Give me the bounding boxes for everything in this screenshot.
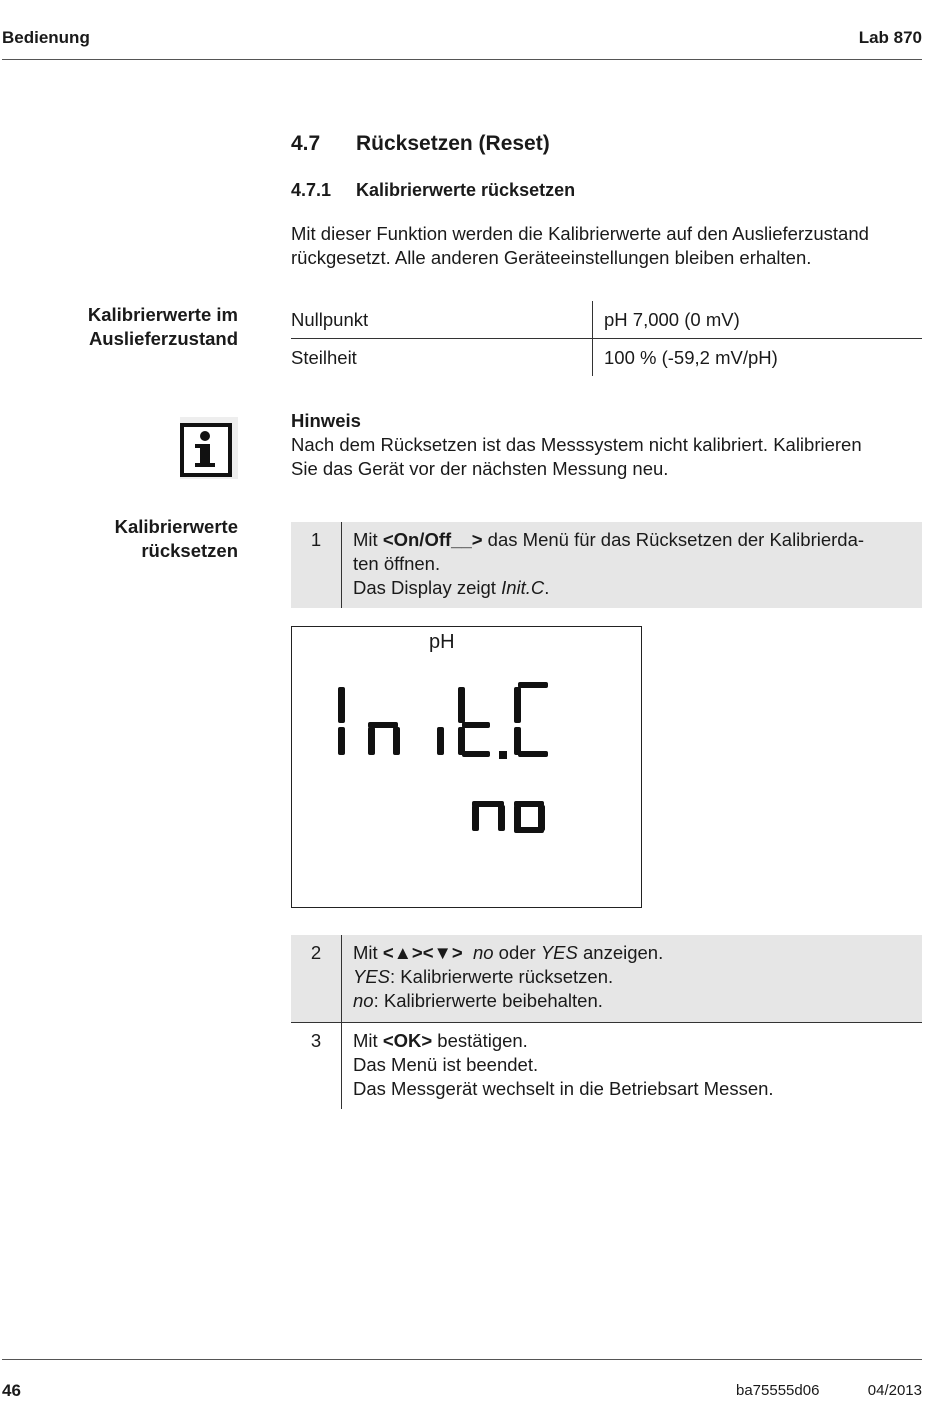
section-title: Rücksetzen (Reset): [356, 132, 550, 155]
sub-readout: [472, 801, 545, 833]
step-text: : Kalibrierwerte rücksetzen.: [390, 966, 614, 987]
option-yes: YES: [353, 966, 391, 987]
step-content: [341, 1023, 774, 1109]
step-line: [353, 941, 663, 965]
step-text: Mit: [353, 529, 383, 550]
step-content: [341, 522, 864, 608]
note-line: Nach dem Rücksetzen ist das Messsystem nicht kalibriert. Kalibrieren: [291, 434, 862, 455]
step-line: [353, 528, 864, 552]
key-label: <On/Off__>: [382, 529, 483, 550]
step-line: [353, 989, 663, 1013]
table-row: [291, 339, 922, 377]
step-line: [353, 576, 864, 600]
side-label-defaults: [88, 303, 238, 351]
side-label-line: Auslieferzustand: [88, 328, 238, 349]
step-number: 2: [310, 942, 322, 963]
option-yes: YES: [540, 942, 578, 963]
key-label: <OK>: [382, 1030, 433, 1051]
step-text: : Kalibrierwerte beibehalten.: [373, 990, 603, 1011]
seven-segment-readout: [292, 627, 641, 907]
value-cell: pH 7,000 (0 mV): [593, 301, 923, 339]
step-text: das Menü für das Rücksetzen der Kalibrierda-: [482, 529, 865, 550]
step-line: [353, 965, 663, 989]
side-label-line: Kalibrierwerte: [114, 516, 238, 537]
step-text: .: [544, 577, 550, 598]
note-line: Sie das Gerät vor der nächsten Messung neu.: [291, 458, 669, 479]
defaults-table: [291, 301, 922, 376]
intro-line: rückgesetzt. Alle anderen Geräteeinstellungen bleiben erhalten.: [291, 247, 812, 268]
key-label: <▲><▼>: [382, 942, 463, 963]
step-line: [353, 1029, 774, 1053]
option-no: no: [472, 942, 494, 963]
step-text: bestätigen.: [432, 1030, 528, 1051]
running-header-left: Bedienung: [2, 28, 90, 47]
intro-paragraph: [291, 222, 869, 270]
step-row: [291, 522, 922, 608]
running-header-right: Lab 870: [858, 28, 922, 47]
step-text: oder: [493, 942, 541, 963]
side-label-reset: [115, 515, 238, 563]
page-number: 46: [2, 1381, 21, 1400]
step-line: Das Menü ist beendet.: [353, 1054, 539, 1075]
subsection-number: 4.7.1: [291, 180, 332, 200]
section-number: 4.7: [291, 132, 321, 155]
step-number: 3: [310, 1030, 322, 1051]
header-rule: [2, 59, 922, 60]
step-text: Mit: [353, 1030, 383, 1051]
option-no: no: [353, 990, 374, 1011]
subsection-heading: [291, 180, 575, 201]
step-text: anzeigen.: [577, 942, 664, 963]
step-content: [341, 935, 663, 1022]
display-unit: pH: [429, 631, 455, 653]
note-block: [291, 409, 862, 481]
note-title: Hinweis: [291, 410, 361, 431]
info-icon: [180, 417, 238, 479]
step-row: [291, 935, 922, 1023]
side-label-line: Kalibrierwerte im: [87, 304, 238, 325]
step-text: Das Display zeigt: [353, 577, 502, 598]
step-number: 1: [310, 529, 322, 550]
param-cell: Steilheit: [291, 339, 593, 377]
lcd-display: [291, 626, 642, 908]
step-line: Das Messgerät wechselt in die Betriebsart Messen.: [353, 1078, 774, 1099]
table-row: [291, 301, 922, 339]
section-heading: [291, 132, 550, 156]
footer-rule: [2, 1359, 922, 1360]
document-id: ba75555d06: [736, 1382, 820, 1399]
display-code: Init.C: [501, 577, 545, 598]
step-row: [291, 1023, 922, 1109]
main-readout: [338, 682, 548, 759]
subsection-title: Kalibrierwerte rücksetzen: [356, 180, 576, 200]
intro-line: Mit dieser Funktion werden die Kalibrierwerte auf den Auslieferzustand: [291, 223, 869, 244]
value-cell: 100 % (-59,2 mV/pH): [604, 346, 778, 368]
param-cell: Nullpunkt: [291, 301, 593, 339]
side-label-line: rücksetzen: [141, 540, 238, 561]
document-date: 04/2013: [867, 1382, 922, 1399]
step-text: Mit: [353, 942, 383, 963]
step-line: ten öffnen.: [353, 553, 441, 574]
